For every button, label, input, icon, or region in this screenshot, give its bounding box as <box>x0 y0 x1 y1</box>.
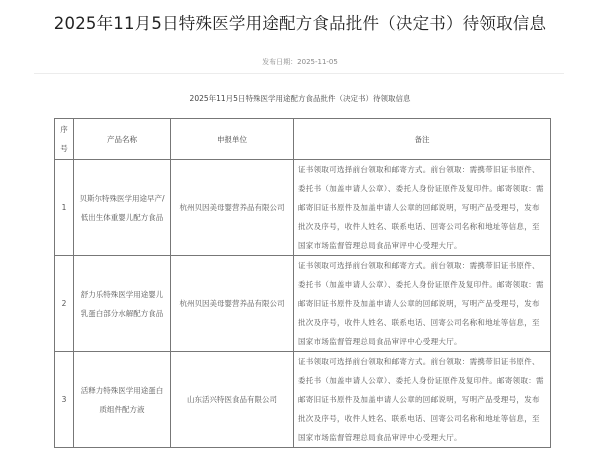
row-remark: 证书领取可选择前台领取和邮寄方式。前台领取：需携带旧证书原件、委托书（加盖申请人公章）、委托人身份证原件及复印件。邮寄领取：需邮寄旧证书原件及加盖申请人公章的回邮说明，写明产品受理号，发布批次及序号，收件人姓名、联系电话、回寄公司名称和地址等信息，至国家市场监督管理总局食品审评中心受理大厅。 <box>294 352 551 448</box>
header-seq: 序号 <box>55 119 74 160</box>
publish-date-value: 2025-11-05 <box>297 58 338 66</box>
row-product-name: 贝斯尔特殊医学用途早产/低出生体重婴儿配方食品 <box>74 160 171 256</box>
table-caption: 2025年11月5日特殊医学用途配方食品批件（决定书）待领取信息 <box>189 94 411 103</box>
table-row <box>55 256 551 352</box>
publish-date-label: 发布日期： <box>262 58 298 66</box>
pickup-info-table <box>54 118 551 448</box>
row-applicant: 山东活兴特医食品有限公司 <box>171 352 294 448</box>
header-applicant: 申报单位 <box>171 119 294 160</box>
publish-date <box>0 57 600 67</box>
row-product-name: 活释力特殊医学用途蛋白质组件配方液 <box>74 352 171 448</box>
row-seq: 1 <box>55 160 74 256</box>
row-applicant: 杭州贝因美母婴营养品有限公司 <box>171 160 294 256</box>
header-product-name: 产品名称 <box>74 119 171 160</box>
row-applicant: 杭州贝因美母婴营养品有限公司 <box>171 256 294 352</box>
row-seq: 2 <box>55 256 74 352</box>
row-remark: 证书领取可选择前台领取和邮寄方式。前台领取：需携带旧证书原件、委托书（加盖申请人公章）、委托人身份证原件及复印件。邮寄领取：需邮寄旧证书原件及加盖申请人公章的回邮说明，写明产品受理号，发布批次及序号，收件人姓名、联系电话、回寄公司名称和地址等信息，至国家市场监督管理总局食品审评中心受理大厅。 <box>294 256 551 352</box>
row-product-name: 舒力乐特殊医学用途婴儿乳蛋白部分水解配方食品 <box>74 256 171 352</box>
table-row <box>55 352 551 448</box>
header-divider <box>34 73 564 74</box>
table-row <box>55 160 551 256</box>
row-remark: 证书领取可选择前台领取和邮寄方式。前台领取：需携带旧证书原件、委托书（加盖申请人公章）、委托人身份证原件及复印件。邮寄领取：需邮寄旧证书原件及加盖申请人公章的回邮说明，写明产品受理号，发布批次及序号，收件人姓名、联系电话、回寄公司名称和地址等信息，至国家市场监督管理总局食品审评中心受理大厅。 <box>294 160 551 256</box>
row-seq: 3 <box>55 352 74 448</box>
table-header-row <box>55 119 551 160</box>
page-title: 2025年11月5日特殊医学用途配方食品批件（决定书）待领取信息 <box>53 14 547 33</box>
header-remark: 备注 <box>294 119 551 160</box>
